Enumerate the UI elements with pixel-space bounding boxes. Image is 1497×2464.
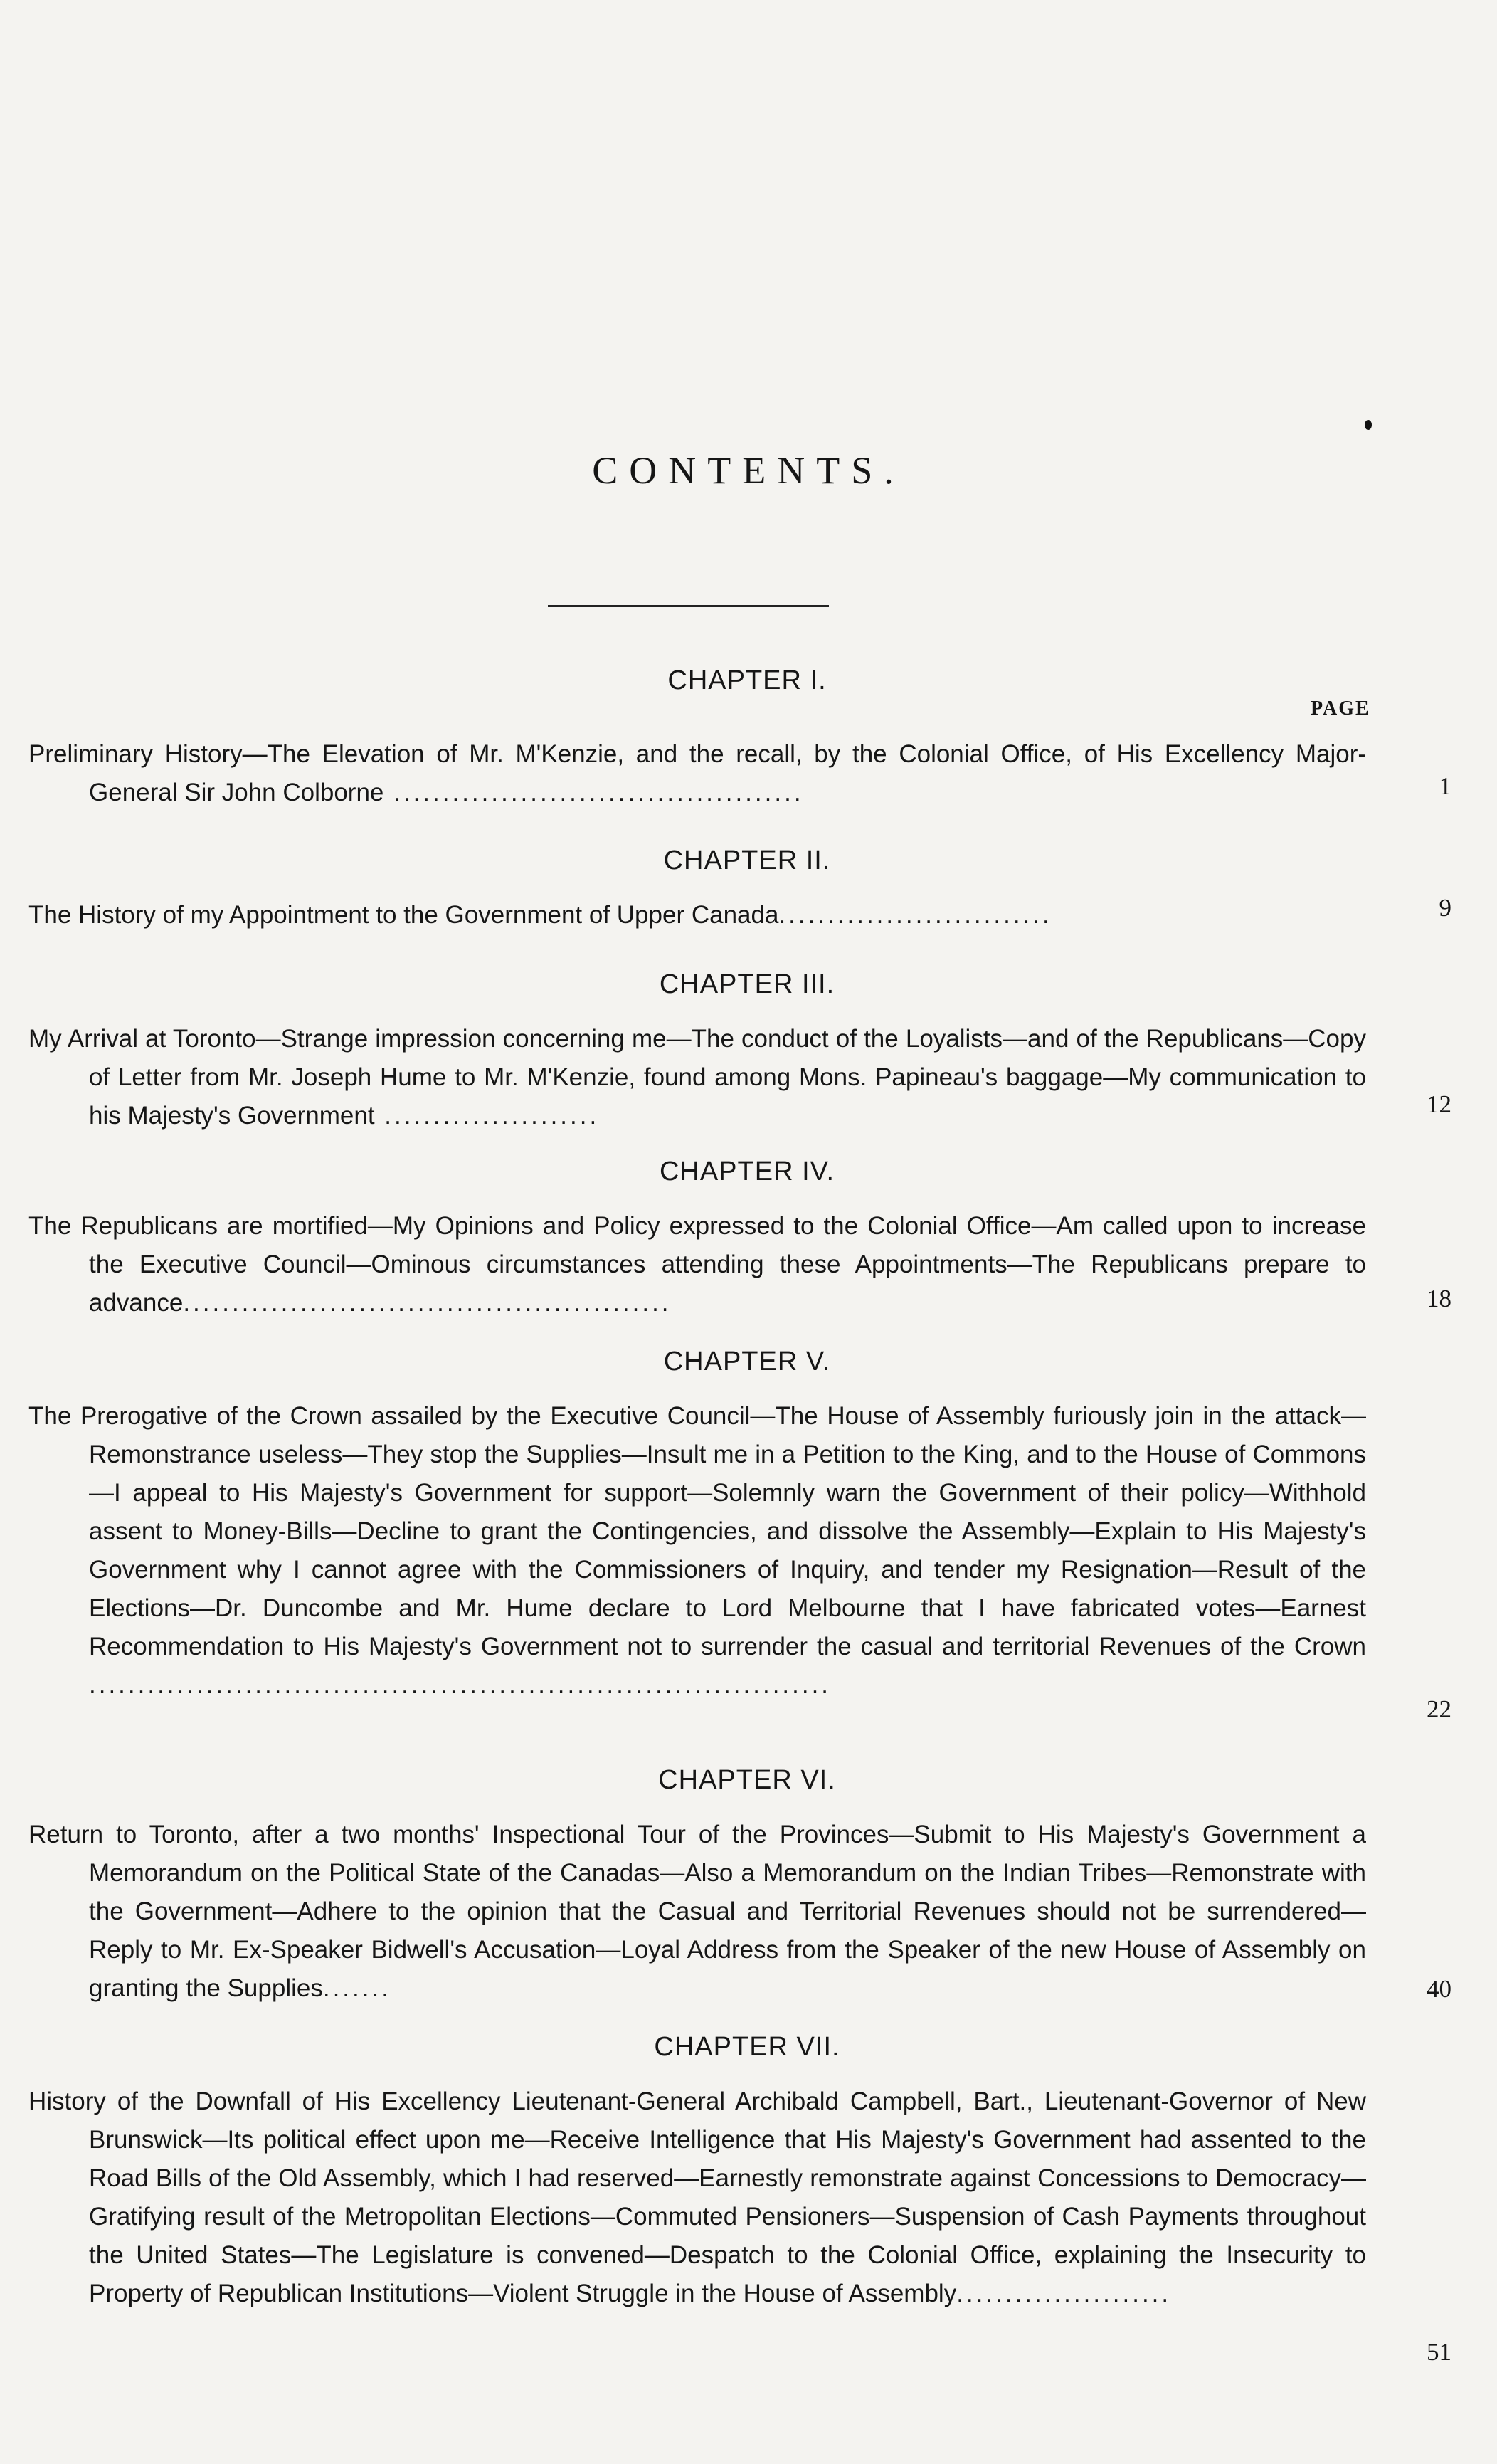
chapter-summary-text: The Prerogative of the Crown assailed by the Executive Council—The House of Assembly furiously join in the attack—Remonstrance useless—They stop the Supplies—Insult me in a Petition to the King, and to the House of Commons—I appeal to His Majesty's Government for support—Solemnly warn the Government of their policy—Withhold assent to Money-Bills—Decline to grant the Contingencies, and dissolve the Assembly—Explain to His Majesty's Government why I cannot agree with the Commissioners of Inquiry, and tender my Resignation—Result of the Elections—Dr. Duncombe and Mr. Hume declare to Lord Melbourne that I have fabricated votes—Earnest Recommendation to His Majesty's Government not to surrender the casual and territorial Revenues of the Crown — [28, 1402, 1366, 1660]
leader-dots: ............................................................................ — [89, 1671, 832, 1699]
chapter-page-number: 18 — [1427, 1285, 1451, 1312]
chapter-summary-text: The Republicans are mortified—My Opinions and Policy expressed to the Colonial Office—Am called upon to increase the Executive Council—Ominous circumstances attending these Appointments—The Republicans prepare to advance — [28, 1212, 1366, 1317]
chapter-page-number: 40 — [1427, 1975, 1451, 2003]
chapter-heading: CHAPTER VII. — [654, 2032, 840, 2062]
chapter-6 — [28, 1765, 1451, 2008]
chapter-1 — [28, 665, 1451, 812]
chapter-summary — [28, 1816, 1366, 2008]
chapter-2 — [28, 846, 1451, 934]
chapter-summary — [28, 735, 1366, 812]
chapter-summary — [28, 896, 1366, 934]
chapter-heading: CHAPTER V. — [663, 1347, 831, 1376]
chapter-4 — [28, 1157, 1451, 1322]
chapter-page-number: 9 — [1439, 894, 1451, 922]
chapter-summary — [28, 1020, 1366, 1135]
chapter-heading: CHAPTER IV. — [659, 1157, 835, 1186]
chapter-summary — [28, 1207, 1366, 1322]
chapter-summary-text: Return to Toronto, after a two months' Inspectional Tour of the Provinces—Submit to His Majesty's Government a Memorandum on the Political State of the Canadas—Also a Memorandum on the Indian Tribes—Remonstrate with the Government—Adhere to the opinion that the Casual and Territorial Revenues should not be surrendered—Reply to Mr. Ex-Speaker Bidwell's Accusation—Loyal Address from the Speaker of the new House of Assembly on granting the Supplies — [28, 1821, 1366, 2002]
chapter-heading: CHAPTER II. — [663, 846, 831, 875]
chapter-summary — [28, 1397, 1366, 1705]
chapter-page-number: 22 — [1427, 1695, 1451, 1723]
chapter-page-number: 51 — [1427, 2338, 1451, 2366]
leader-dots: ...................... — [374, 1102, 600, 1130]
leader-dots: ............................ — [778, 901, 1052, 929]
leader-dots: .................................................. — [183, 1289, 672, 1317]
chapter-summary — [28, 2083, 1366, 2313]
chapter-heading: CHAPTER VI. — [658, 1765, 836, 1795]
title-rule — [548, 605, 829, 607]
chapter-page-number: 1 — [1439, 772, 1451, 800]
chapter-5 — [28, 1347, 1451, 1723]
leader-dots: .......................................... — [383, 779, 804, 806]
page-title: CONTENTS. — [592, 449, 905, 492]
chapter-summary-text: My Arrival at Toronto—Strange impression concerning me—The conduct of the Loyalists—and of the Republicans—Copy of Letter from Mr. Joseph Hume to Mr. M'Kenzie, found among Mons. Papineau's baggage—My communication to his Majesty's Government — [28, 1025, 1366, 1130]
chapter-summary-text: Preliminary History—The Elevation of Mr. M'Kenzie, and the recall, by the Colonial Office, of His Excellency Major-General Sir John Colborne — [28, 740, 1366, 806]
chapter-3 — [28, 969, 1451, 1135]
page-column-label: PAGE — [1311, 697, 1370, 720]
leader-dots: ...................... — [956, 2280, 1172, 2307]
chapter-summary-text: History of the Downfall of His Excellency Lieutenant-General Archibald Campbell, Bart., Lieutenant-Governor of New Brunswick—Its political effect upon me—Receive Intelligence that His Majesty's Government had assented to the Road Bills of the Old Assembly, which I had reserved—Earnestly remonstrate against Concessions to Democracy—Gratifying result of the Metropolitan Elections—Commuted Pensioners—Suspension of Cash Payments throughout the United States—The Legislature is convened—Despatch to the Colonial Office, explaining the Insecurity to Property of Republican Institutions—Violent Struggle in the House of Assembly — [28, 2087, 1366, 2307]
chapter-7 — [28, 2032, 1451, 2366]
chapter-heading: CHAPTER III. — [659, 969, 835, 999]
chapter-summary-text: The History of my Appointment to the Government of Upper Canada — [28, 901, 779, 929]
chapter-heading: CHAPTER I. — [667, 665, 827, 695]
ink-speck — [1365, 420, 1372, 430]
chapter-page-number: 12 — [1427, 1090, 1451, 1118]
leader-dots: ....... — [322, 1974, 391, 2002]
